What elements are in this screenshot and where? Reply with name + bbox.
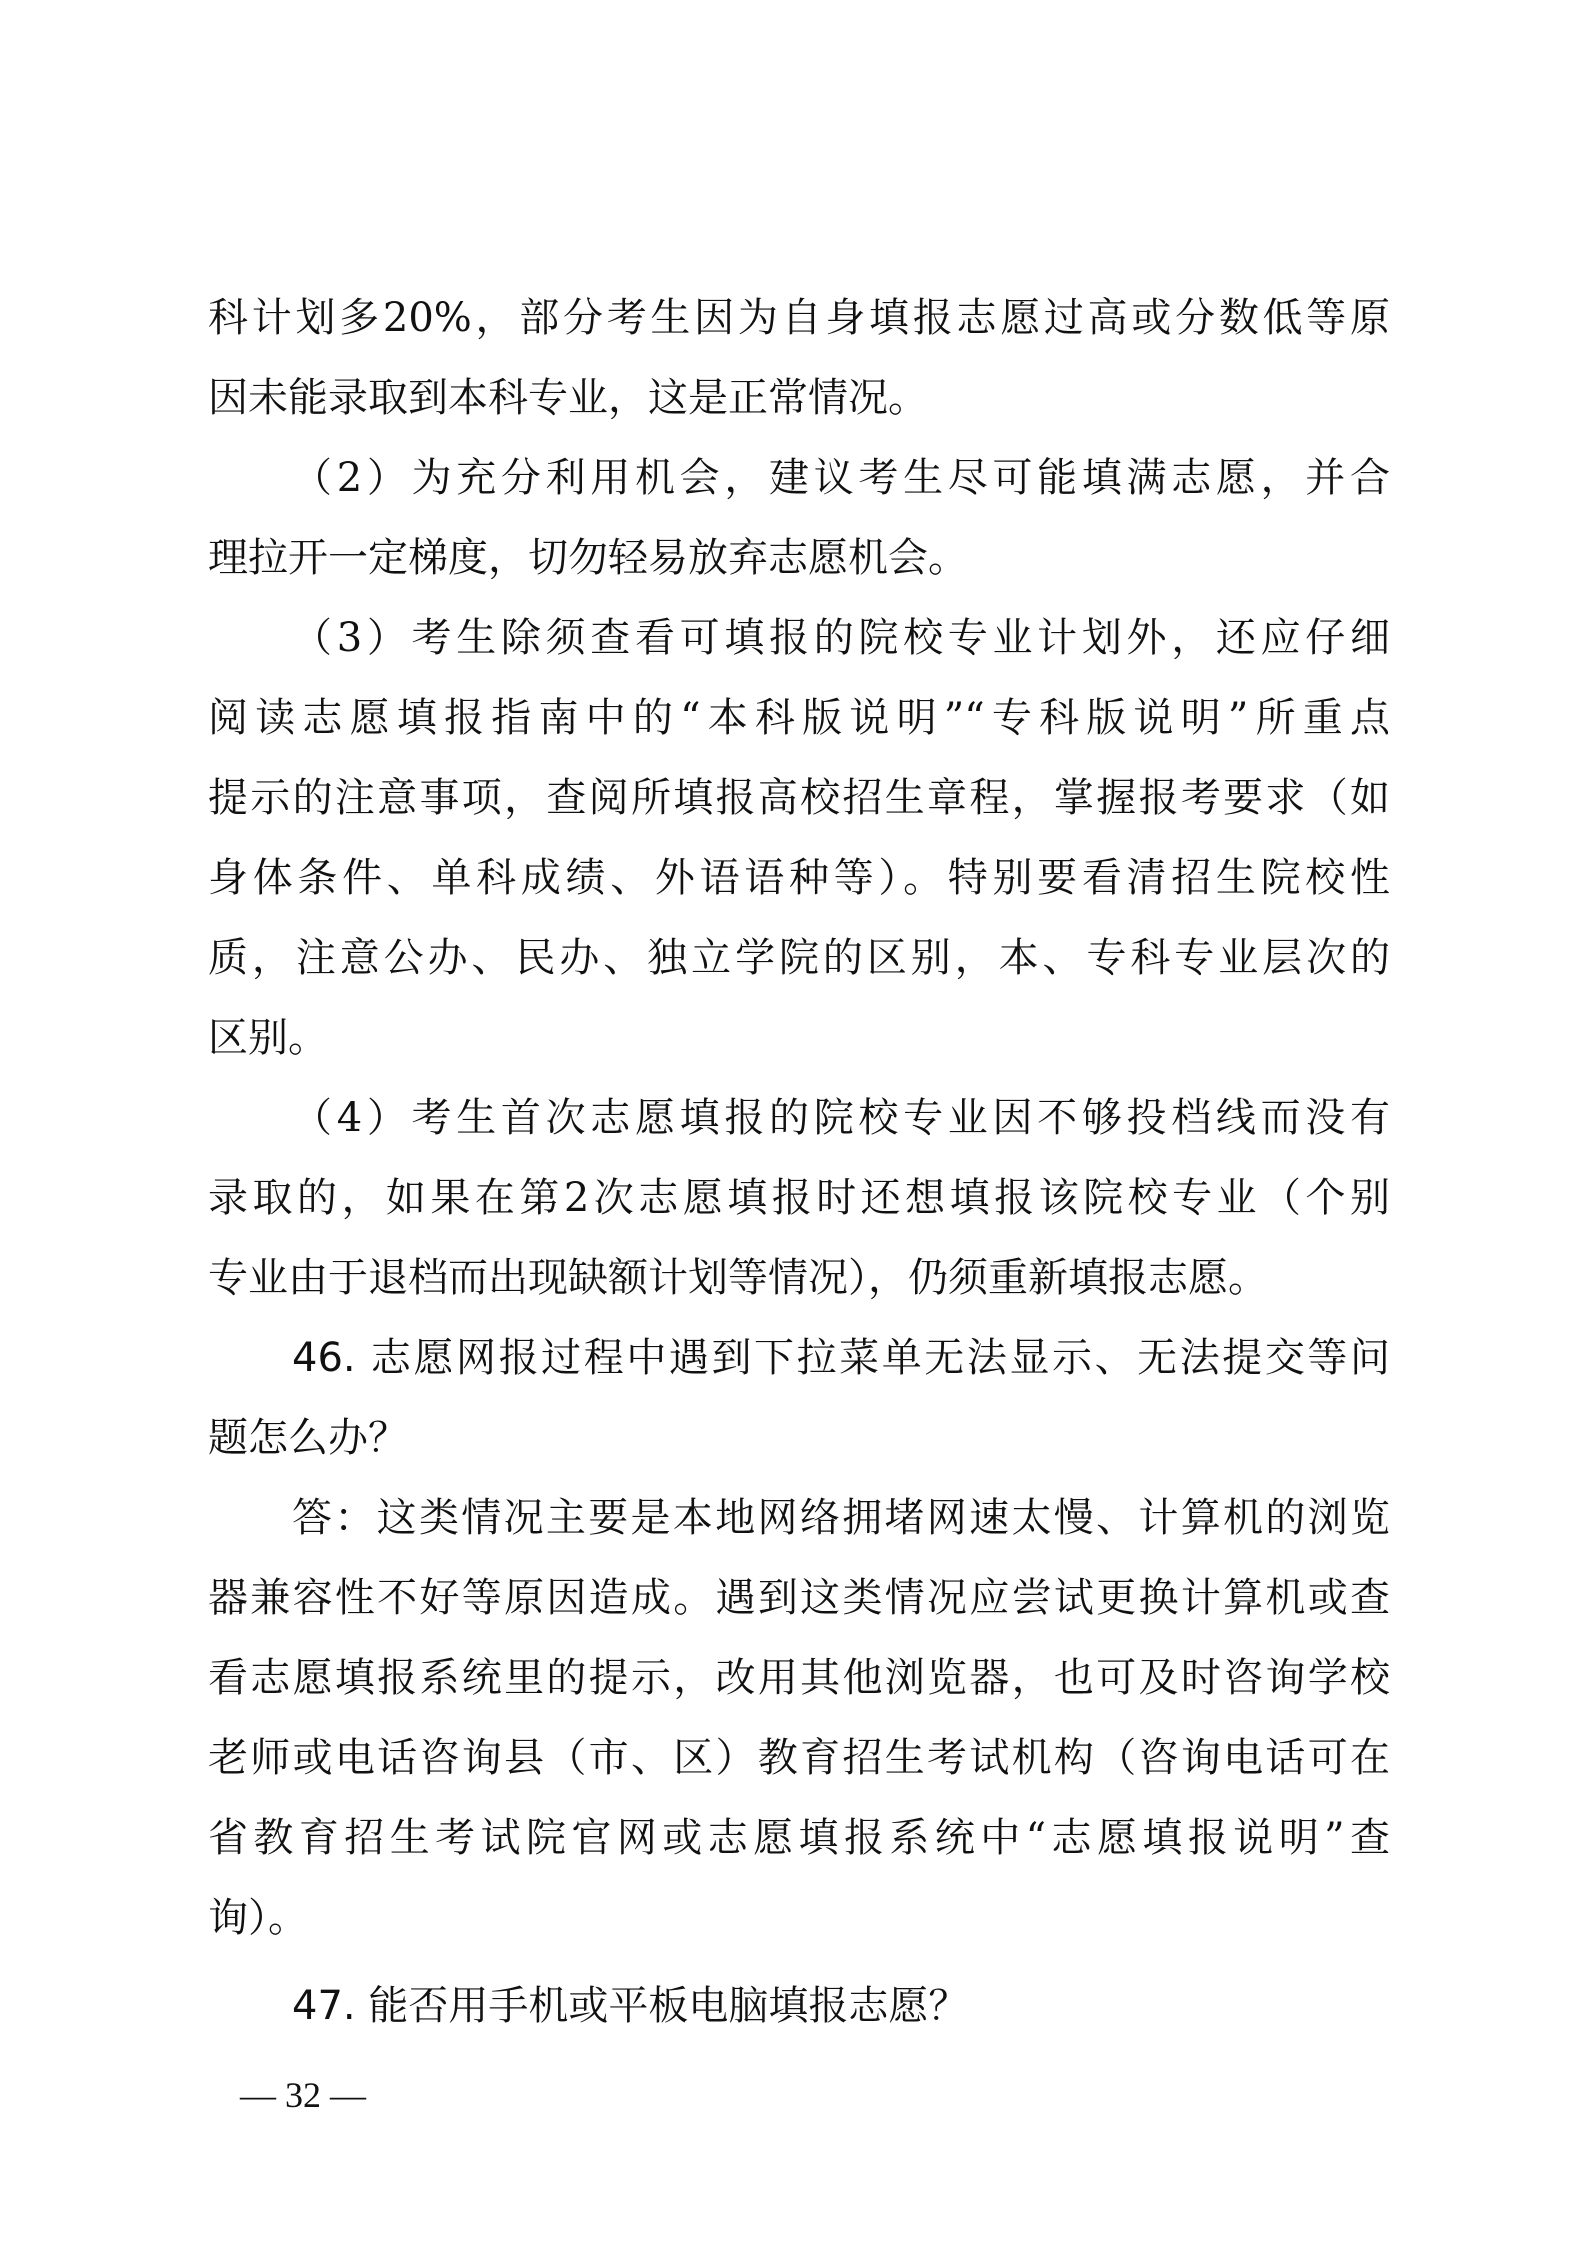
text-line: 理拉开一定梯度，切勿轻易放弃志愿机会。 bbox=[208, 535, 968, 581]
text-line: 题怎么办？ bbox=[208, 1415, 408, 1461]
text-line: 46. 志愿网报过程中遇到下拉菜单无法显示、无法提交等问 bbox=[292, 1335, 1390, 1381]
text-line: 提示的注意事项，查阅所填报高校招生章程，掌握报考要求（如 bbox=[208, 775, 1390, 821]
paragraph bbox=[208, 1078, 1390, 1318]
text-line: 答：这类情况主要是本地网络拥堵网速太慢、计算机的浏览 bbox=[292, 1495, 1390, 1541]
paragraph bbox=[208, 598, 1390, 1078]
text-line: 身体条件、单科成绩、外语语种等）。特别要看清招生院校性 bbox=[208, 855, 1390, 901]
text-line: 区别。 bbox=[208, 1015, 328, 1061]
page-number: — 32 — bbox=[240, 2075, 366, 2115]
paragraph bbox=[208, 278, 1390, 438]
text-line: 因未能录取到本科专业，这是正常情况。 bbox=[208, 375, 928, 421]
question-heading bbox=[208, 1318, 1390, 1478]
paragraph bbox=[208, 1478, 1390, 1958]
text-line: 质，注意公办、民办、独立学院的区别，本、专科专业层次的 bbox=[208, 935, 1390, 981]
text-line: 47. 能否用手机或平板电脑填报志愿？ bbox=[292, 1983, 969, 2029]
text-line: （3）考生除须查看可填报的院校专业计划外，还应仔细 bbox=[292, 615, 1390, 661]
text-line: 专业由于退档而出现缺额计划等情况），仍须重新填报志愿。 bbox=[208, 1255, 1268, 1301]
text-line: （4）考生首次志愿填报的院校专业因不够投档线而没有 bbox=[292, 1095, 1390, 1141]
text-line: 器兼容性不好等原因造成。遇到这类情况应尝试更换计算机或查 bbox=[208, 1575, 1390, 1621]
text-line: 省教育招生考试院官网或志愿填报系统中“志愿填报说明”查 bbox=[208, 1815, 1390, 1861]
text-line: 阅读志愿填报指南中的“本科版说明”“专科版说明”所重点 bbox=[208, 695, 1390, 741]
text-line: 科计划多20%，部分考生因为自身填报志愿过高或分数低等原 bbox=[208, 295, 1390, 341]
text-line: 老师或电话咨询县（市、区）教育招生考试机构（咨询电话可在 bbox=[208, 1735, 1390, 1781]
text-line: 看志愿填报系统里的提示，改用其他浏览器，也可及时咨询学校 bbox=[208, 1655, 1390, 1701]
text-line: 录取的，如果在第2次志愿填报时还想填报该院校专业（个别 bbox=[208, 1175, 1390, 1221]
text-line: 询）。 bbox=[208, 1895, 308, 1941]
document-body bbox=[208, 278, 1390, 2046]
question-heading bbox=[208, 1966, 1390, 2046]
text-line: （2）为充分利用机会，建议考生尽可能填满志愿，并合 bbox=[292, 455, 1390, 501]
paragraph bbox=[208, 438, 1390, 598]
